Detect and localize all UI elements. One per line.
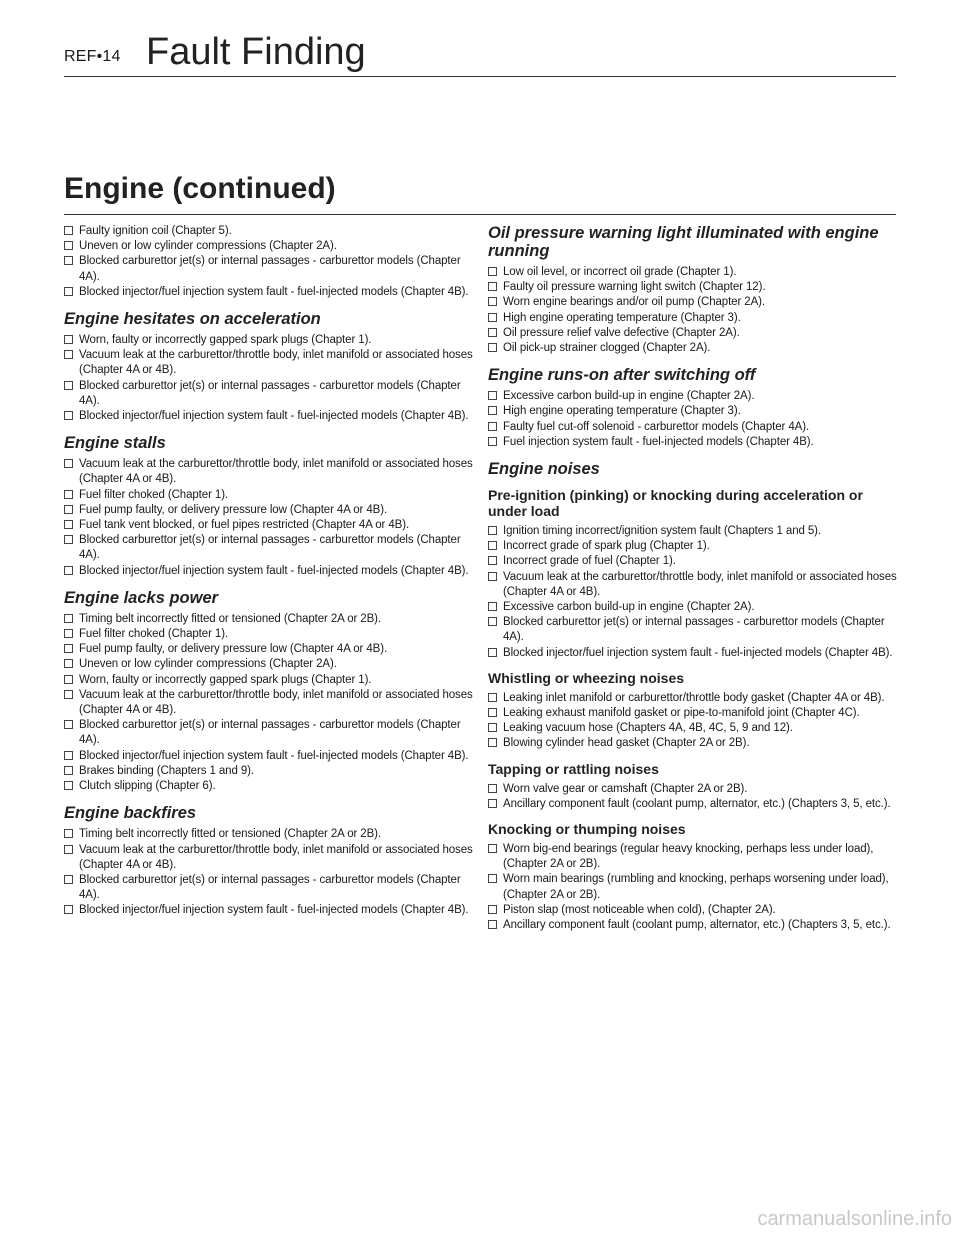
checkbox-icon <box>488 267 497 276</box>
checkbox-icon <box>64 720 73 729</box>
checklist-item <box>488 295 898 310</box>
checkbox-icon <box>64 350 73 359</box>
checkbox-icon <box>488 282 497 291</box>
checkbox-icon <box>488 313 497 322</box>
checklist-item <box>488 903 898 918</box>
checklist-item <box>488 646 898 661</box>
checklist-item <box>64 749 474 764</box>
fault-subheading: Knocking or thumping noises <box>488 821 686 838</box>
checklist-item-text: Fuel filter choked (Chapter 1). <box>79 488 229 501</box>
checklist-item-text: Ancillary component fault (coolant pump, alternator, etc.) (Chapters 3, 5, etc.). <box>503 919 891 932</box>
checklist-item-text: Incorrect grade of spark plug (Chapter 1). <box>503 540 710 553</box>
footer-watermark: carmanualsonline.info <box>757 1208 952 1230</box>
fault-heading: Engine noises <box>488 460 600 479</box>
checklist-item-text: Blocked carburettor jet(s) or internal passages - carburettor models (Chapter 4A). <box>503 616 885 644</box>
checklist <box>64 612 474 794</box>
checkbox-icon <box>64 614 73 623</box>
checklist <box>64 333 474 424</box>
checkbox-icon <box>64 659 73 668</box>
fault-heading: Engine lacks power <box>64 588 219 607</box>
page-header <box>64 28 896 80</box>
checklist-item <box>488 842 898 872</box>
checkbox-icon <box>64 781 73 790</box>
checklist-item-text: Blocked injector/fuel injection system fault - fuel-injected models (Chapter 4B). <box>79 904 469 917</box>
checkbox-icon <box>488 738 497 747</box>
checkbox-icon <box>64 535 73 544</box>
checklist-item-text: Leaking vacuum hose (Chapters 4A, 4B, 4C, 5, 9 and 12). <box>503 722 793 735</box>
checklist-item <box>488 872 898 902</box>
checklist-item <box>488 736 898 751</box>
checklist-item <box>64 564 474 579</box>
checklist-item <box>488 721 898 736</box>
checklist-item <box>488 420 898 435</box>
checklist-item-text: Blocked injector/fuel injection system fault - fuel-injected models (Chapter 4B). <box>79 410 469 423</box>
checklist-item-text: Blocked carburettor jet(s) or internal passages - carburettor models (Chapter 4A). <box>79 379 461 407</box>
checkbox-icon <box>488 391 497 400</box>
checkbox-icon <box>488 328 497 337</box>
checklist-item <box>488 706 898 721</box>
left-column <box>64 224 474 919</box>
checklist-item <box>488 782 898 797</box>
checklist-item-text: Excessive carbon build-up in engine (Chapter 2A). <box>503 390 755 403</box>
checklist-item-text: High engine operating temperature (Chapter 3). <box>503 311 741 324</box>
checklist-item <box>488 554 898 569</box>
checkbox-icon <box>64 845 73 854</box>
checklist-item-text: Vacuum leak at the carburettor/throttle body, inlet manifold or associated hoses (Chapter 4A or 4B). <box>79 458 473 486</box>
checklist-item <box>64 254 474 284</box>
page-title: Fault Finding <box>146 31 366 73</box>
checklist-item <box>64 379 474 409</box>
checklist-item-text: Faulty oil pressure warning light switch (Chapter 12). <box>503 281 766 294</box>
checklist-item <box>64 688 474 718</box>
checklist-item-text: Worn, faulty or incorrectly gapped spark plugs (Chapter 1). <box>79 334 372 347</box>
checklist <box>488 524 898 661</box>
checkbox-icon <box>64 766 73 775</box>
checklist-item <box>488 435 898 450</box>
fault-heading: Engine backfires <box>64 804 197 823</box>
fault-heading: Engine runs-on after switching off <box>488 366 756 385</box>
checklist-item-text: Excessive carbon build-up in engine (Chapter 2A). <box>503 601 755 614</box>
checklist-item <box>64 673 474 688</box>
checkbox-icon <box>64 690 73 699</box>
checklist-item-text: Clutch slipping (Chapter 6). <box>79 780 216 793</box>
checklist-item <box>488 797 898 812</box>
checklist-item <box>64 457 474 487</box>
checklist <box>488 265 898 356</box>
checkbox-icon <box>488 572 497 581</box>
checkbox-icon <box>488 708 497 717</box>
checklist-item-text: Blocked injector/fuel injection system fault - fuel-injected models (Chapter 4B). <box>79 749 469 762</box>
checklist-item-text: Blocked injector/fuel injection system fault - fuel-injected models (Chapter 4B). <box>503 646 893 659</box>
checklist-item-text: Uneven or low cylinder compressions (Chapter 2A). <box>79 658 337 671</box>
checkbox-icon <box>64 381 73 390</box>
fault-heading: Engine stalls <box>64 434 166 453</box>
checklist-item-text: Faulty ignition coil (Chapter 5). <box>79 225 232 237</box>
checkbox-icon <box>64 751 73 760</box>
checkbox-icon <box>64 241 73 250</box>
checklist-item-text: Blocked carburettor jet(s) or internal passages - carburettor models (Chapter 4A). <box>79 873 461 902</box>
checklist-item-text: Ignition timing incorrect/ignition system fault (Chapters 1 and 5). <box>503 525 822 538</box>
checklist-item-text: Fuel pump faulty, or delivery pressure low (Chapter 4A or 4B). <box>79 503 388 516</box>
checkbox-icon <box>488 556 497 565</box>
checkbox-icon <box>488 799 497 808</box>
fault-subheading: Tapping or rattling noises <box>488 760 659 777</box>
checkbox-icon <box>64 644 73 653</box>
checklist-item <box>488 280 898 295</box>
checkbox-icon <box>64 490 73 499</box>
checklist-item-text: Blocked injector/fuel injection system fault - fuel-injected models (Chapter 4B). <box>79 564 469 577</box>
checklist-item-text: Fuel pump faulty, or delivery pressure low (Chapter 4A or 4B). <box>79 643 388 656</box>
checklist-item <box>64 843 474 873</box>
checklist-item-text: Timing belt incorrectly fitted or tensioned (Chapter 2A or 2B). <box>79 828 381 841</box>
checklist-item <box>488 389 898 404</box>
checklist-item-text: High engine operating temperature (Chapter 3). <box>503 405 741 418</box>
checklist-item <box>64 657 474 672</box>
checkbox-icon <box>64 520 73 529</box>
checklist-item-text: Piston slap (most noticeable when cold), (Chapter 2A). <box>503 903 776 916</box>
checklist-item <box>64 409 474 424</box>
checkbox-icon <box>64 905 73 914</box>
checklist <box>488 782 898 812</box>
checklist-item <box>64 903 474 918</box>
checkbox-icon <box>488 406 497 415</box>
header-divider <box>64 76 896 77</box>
fault-heading: Engine hesitates on acceleration <box>64 310 321 329</box>
checklist-item-text: Blocked injector/fuel injection system fault - fuel-injected models (Chapter 4B). <box>79 285 469 298</box>
checklist-item-text: Blocked carburettor jet(s) or internal passages - carburettor models (Chapter 4A). <box>79 255 461 283</box>
checklist-item <box>488 918 898 933</box>
checklist-item-text: Uneven or low cylinder compressions (Chapter 2A). <box>79 240 337 253</box>
checklist-item-text: Vacuum leak at the carburettor/throttle body, inlet manifold or associated hoses (Chapter 4A or 4B). <box>79 688 473 717</box>
checklist-item-text: Worn engine bearings and/or oil pump (Chapter 2A). <box>503 296 765 309</box>
fault-heading: Oil pressure warning light illuminated with engine running <box>488 224 879 260</box>
checklist-item-text: Faulty fuel cut-off solenoid - carburettor models (Chapter 4A). <box>503 420 810 433</box>
checkbox-icon <box>488 541 497 550</box>
section-title: Engine (continued) <box>64 172 336 205</box>
checklist-item-text: Worn main bearings (rumbling and knocking, perhaps worsening under load), (Chapter 2A or 2B). <box>503 873 889 901</box>
checklist-item <box>64 873 474 903</box>
checklist-item-text: Low oil level, or incorrect oil grade (Chapter 1). <box>503 266 737 278</box>
checklist-item-text: Vacuum leak at the carburettor/throttle body, inlet manifold or associated hoses (Chapter 4A or 4B). <box>79 843 473 871</box>
page-reference: REF•14 <box>64 48 121 65</box>
checklist-item <box>488 265 898 280</box>
checklist-item-text: Blocked carburettor jet(s) or internal passages - carburettor models (Chapter 4A). <box>79 534 461 562</box>
checkbox-icon <box>64 226 73 235</box>
checklist-item-text: Vacuum leak at the carburettor/throttle body, inlet manifold or associated hoses (Chapter 4A or 4B). <box>79 349 473 377</box>
checklist-item <box>488 570 898 600</box>
checklist-item-text: Worn valve gear or camshaft (Chapter 2A or 2B). <box>503 782 748 795</box>
checklist-item <box>64 642 474 657</box>
checkbox-icon <box>488 602 497 611</box>
checkbox-icon <box>488 617 497 626</box>
checklist-item <box>488 524 898 539</box>
checklist-item-text: Fuel injection system fault - fuel-injected models (Chapter 4B). <box>503 435 814 448</box>
checklist-item <box>488 615 898 645</box>
checklist-item-text: Vacuum leak at the carburettor/throttle body, inlet manifold or associated hoses (Chapter 4A or 4B). <box>503 570 897 598</box>
checklist <box>488 389 898 450</box>
checkbox-icon <box>64 256 73 265</box>
checklist-item <box>64 612 474 627</box>
checklist-item-text: Ancillary component fault (coolant pump, alternator, etc.) (Chapters 3, 5, etc.). <box>503 797 891 810</box>
checklist-item-text: Fuel tank vent blocked, or fuel pipes restricted (Chapter 4A or 4B). <box>79 519 410 532</box>
checkbox-icon <box>488 844 497 853</box>
checkbox-icon <box>488 297 497 306</box>
checkbox-icon <box>488 784 497 793</box>
checklist-item-text: Incorrect grade of fuel (Chapter 1). <box>503 555 676 568</box>
checklist-item <box>488 341 898 356</box>
checklist-item-text: Worn, faulty or incorrectly gapped spark plugs (Chapter 1). <box>79 673 372 686</box>
checklist-item <box>488 311 898 326</box>
checkbox-icon <box>488 723 497 732</box>
checklist-item <box>64 285 474 300</box>
checklist-item-text: Fuel filter choked (Chapter 1). <box>79 628 229 641</box>
checklist-item <box>64 239 474 254</box>
checklist-item <box>64 627 474 642</box>
checklist-item <box>488 326 898 341</box>
checklist-item-text: Oil pick-up strainer clogged (Chapter 2A). <box>503 342 711 355</box>
checkbox-icon <box>488 920 497 929</box>
checkbox-icon <box>488 526 497 535</box>
checklist-item <box>64 333 474 348</box>
checkbox-icon <box>64 875 73 884</box>
checkbox-icon <box>488 693 497 702</box>
checklist-item <box>488 600 898 615</box>
checklist-item-text: Leaking inlet manifold or carburettor/throttle body gasket (Chapter 4A or 4B). <box>503 691 885 704</box>
checkbox-icon <box>488 343 497 352</box>
checklist-item-text: Blowing cylinder head gasket (Chapter 2A or 2B). <box>503 737 750 750</box>
checklist-item <box>64 718 474 748</box>
checklist <box>488 842 898 933</box>
checklist-item <box>488 539 898 554</box>
checklist-item <box>64 533 474 563</box>
checklist-item-text: Oil pressure relief valve defective (Chapter 2A). <box>503 326 740 339</box>
checkbox-icon <box>64 459 73 468</box>
checkbox-icon <box>488 648 497 657</box>
checklist-item <box>64 764 474 779</box>
checklist-item <box>64 224 474 239</box>
checkbox-icon <box>488 874 497 883</box>
checklist-item <box>64 827 474 842</box>
checklist <box>64 457 474 579</box>
checklist-item <box>64 779 474 794</box>
fault-subheading: Whistling or wheezing noises <box>488 669 685 686</box>
checkbox-icon <box>64 566 73 575</box>
checkbox-icon <box>64 287 73 296</box>
checkbox-icon <box>64 411 73 420</box>
checkbox-icon <box>488 422 497 431</box>
checkbox-icon <box>488 437 497 446</box>
right-column <box>488 224 898 933</box>
checklist-item <box>488 404 898 419</box>
checkbox-icon <box>64 629 73 638</box>
section-divider <box>64 214 896 215</box>
checklist-item <box>64 518 474 533</box>
checkbox-icon <box>64 829 73 838</box>
checklist-item-text: Worn big-end bearings (regular heavy knocking, perhaps less under load), (Chapter 2A or 2B). <box>503 843 874 871</box>
checkbox-icon <box>488 905 497 914</box>
checklist-item <box>64 488 474 503</box>
checklist <box>64 827 474 918</box>
checklist <box>488 691 898 752</box>
checklist-item-text: Leaking exhaust manifold gasket or pipe-to-manifold joint (Chapter 4C). <box>503 707 860 720</box>
checkbox-icon <box>64 505 73 514</box>
checkbox-icon <box>64 675 73 684</box>
checklist-item <box>488 691 898 706</box>
checklist-item-text: Brakes binding (Chapters 1 and 9). <box>79 764 254 777</box>
fault-subheading: Pre-ignition (pinking) or knocking during acceleration or under load <box>488 487 863 520</box>
checklist-item <box>64 503 474 518</box>
checklist-item-text: Timing belt incorrectly fitted or tensioned (Chapter 2A or 2B). <box>79 612 381 625</box>
checklist-item <box>64 348 474 378</box>
checklist <box>64 224 474 300</box>
checkbox-icon <box>64 335 73 344</box>
checklist-item-text: Blocked carburettor jet(s) or internal passages - carburettor models (Chapter 4A). <box>79 719 461 747</box>
